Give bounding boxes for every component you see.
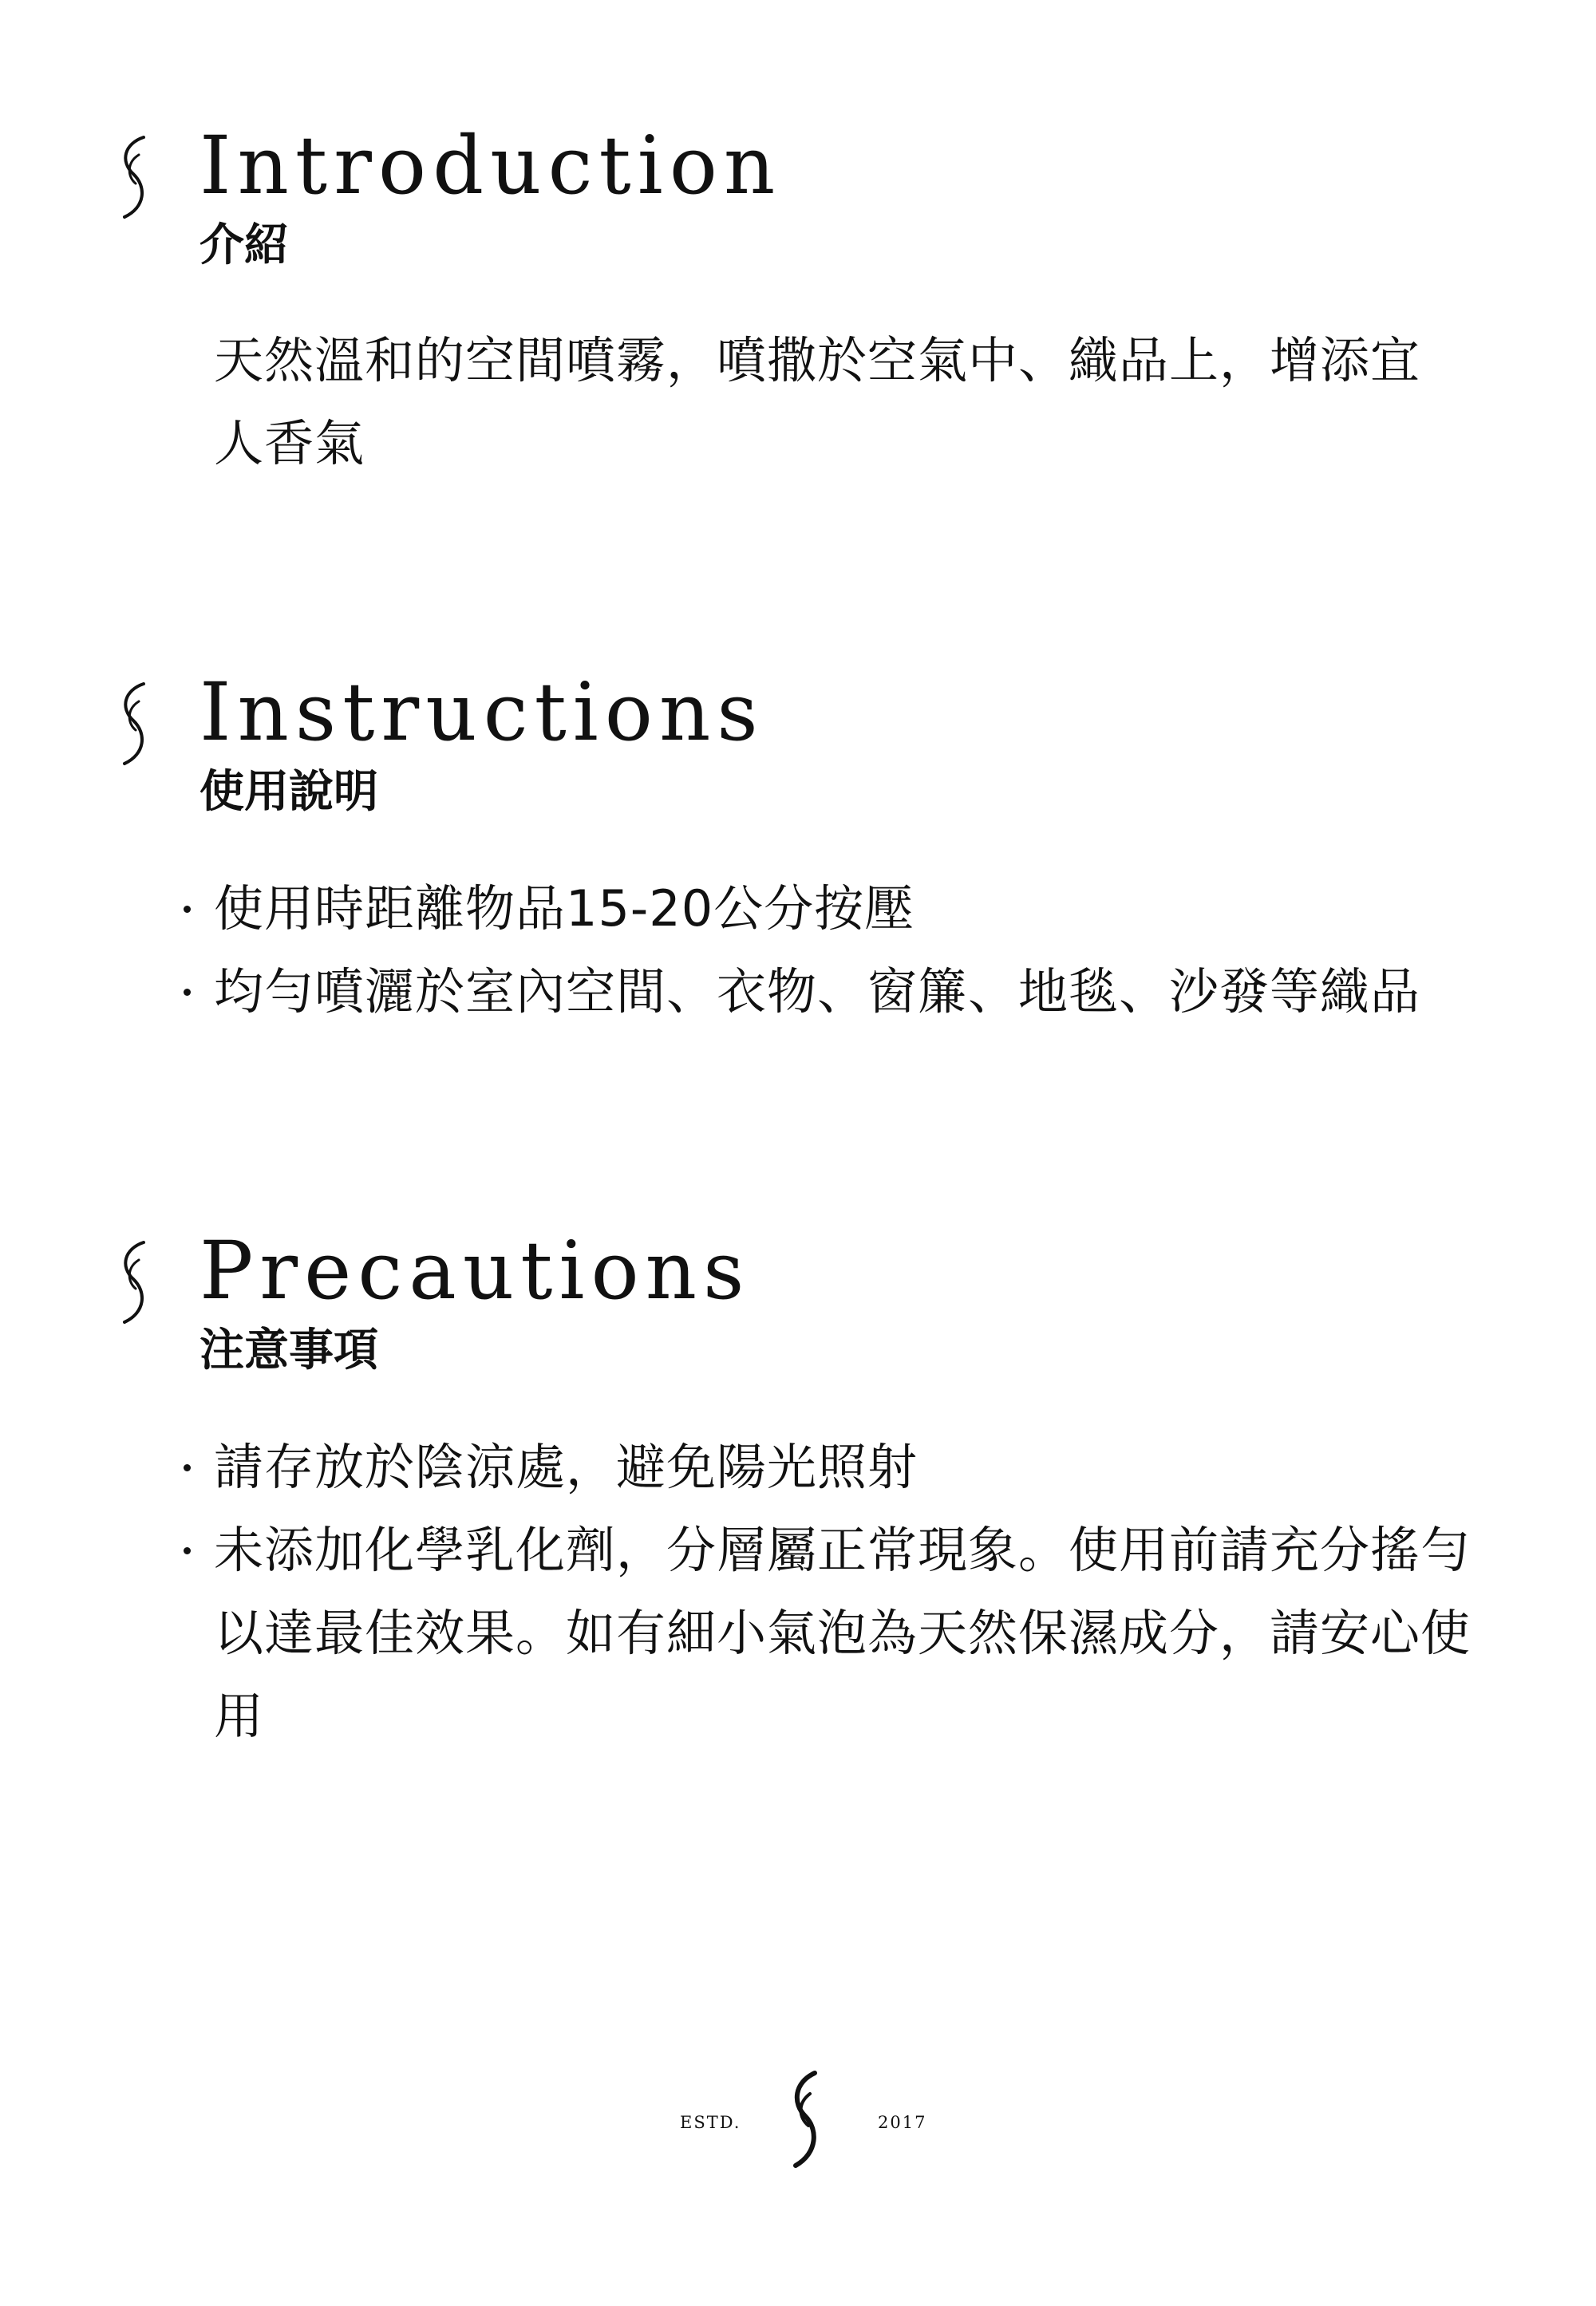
bullet-dot-icon	[184, 1547, 191, 1554]
list-item	[176, 867, 1476, 950]
brand-mark-icon	[784, 2067, 826, 2172]
footer	[0, 2067, 1596, 2178]
list-item-text: 未添加化學乳化劑，分層屬正常現象。使用前請充分搖勻以達最佳效果。如有細小氣泡為天然保濕成分，請安心使用	[214, 1521, 1472, 1745]
section-subtitle: 介紹	[200, 219, 289, 271]
section-mark-icon	[112, 676, 155, 772]
list-item-text: 使用時距離物品15-20公分按壓	[214, 879, 915, 938]
footer-year-label: 2017	[878, 2113, 927, 2132]
list-item	[176, 950, 1476, 1033]
instructions-list	[176, 867, 1476, 1033]
footer-estd-label: ESTD.	[680, 2113, 741, 2132]
bullet-dot-icon	[184, 906, 191, 913]
section-title: Instructions	[200, 665, 764, 759]
bullet-dot-icon	[184, 1464, 191, 1471]
section-subtitle: 使用說明	[200, 766, 378, 818]
section-subtitle: 注意事項	[200, 1325, 378, 1376]
list-item	[176, 1509, 1476, 1758]
section-title: Introduction	[200, 119, 782, 212]
introduction-text: 天然溫和的空間噴霧，噴撒於空氣中、織品上，增添宜人香氣	[214, 331, 1421, 472]
list-item-text: 請存放於陰涼處，避免陽光照射	[214, 1438, 918, 1496]
list-item	[176, 1426, 1476, 1509]
precautions-list	[176, 1426, 1476, 1758]
section-mark-icon	[112, 129, 155, 225]
bullet-dot-icon	[184, 989, 191, 996]
section-title: Precautions	[200, 1224, 751, 1317]
list-item-text: 均勻噴灑於室內空間、衣物、窗簾、地毯、沙發等織品	[214, 962, 1421, 1021]
section-mark-icon	[112, 1234, 155, 1330]
